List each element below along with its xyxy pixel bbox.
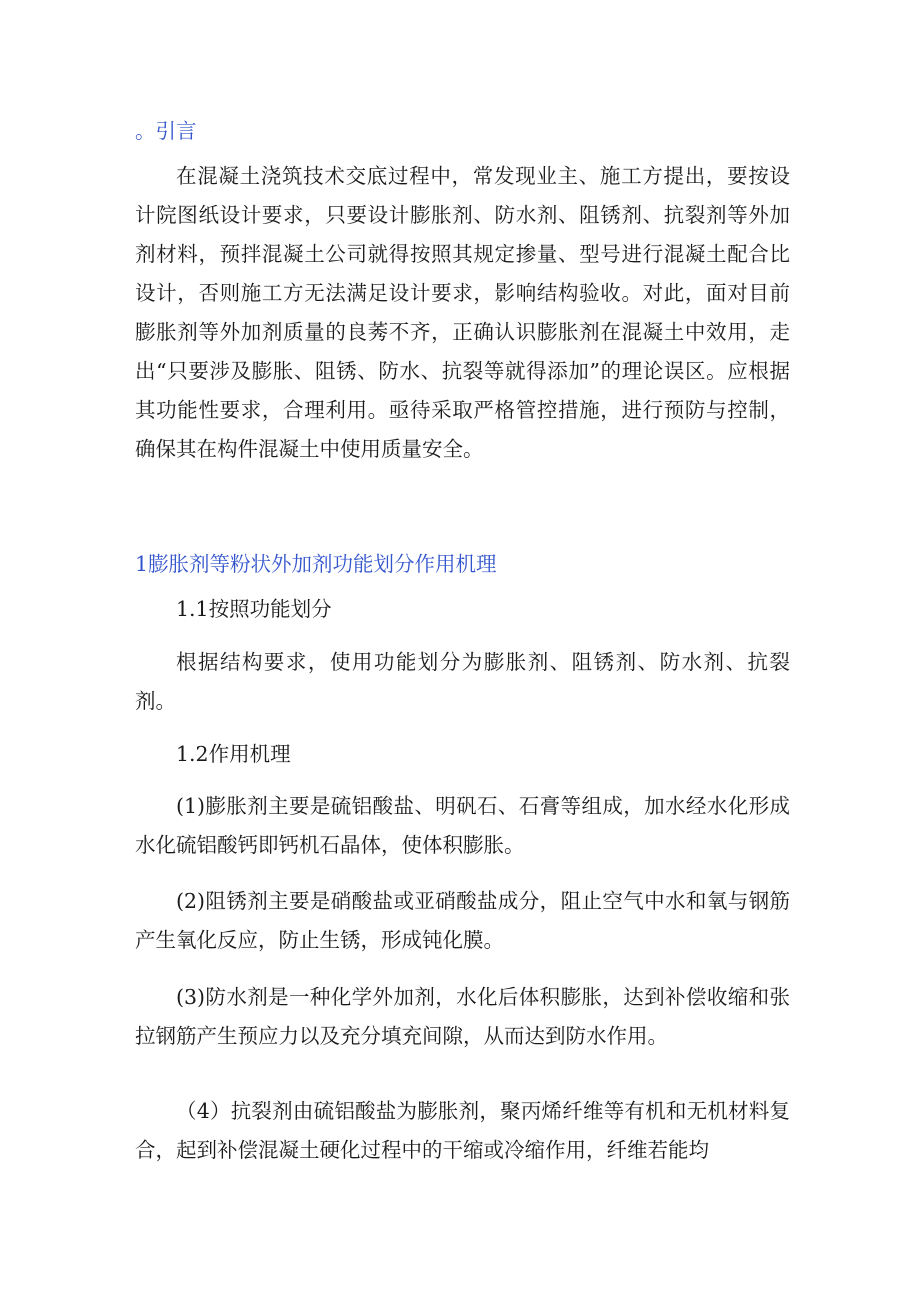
section-1-heading: 1膨胀剂等粉状外加剂功能划分作用机理 (135, 552, 497, 576)
mechanism-item-1: (1)膨胀剂主要是硫铝酸盐、明矾石、石膏等组成，加水经水化形成水化硫铝酸钙即钙机石晶体，使体积膨胀。 (135, 794, 790, 857)
intro-heading: 。引言 (135, 119, 197, 143)
subsection-1-1-heading: 1.1按照功能划分 (176, 597, 332, 621)
intro-paragraph: 在混凝土浇筑技术交底过程中，常发现业主、施工方提出，要按设计院图纸设计要求，只要设计膨胀剂、防水剂、阻锈剂、抗裂剂等外加剂材料，预拌混凝土公司就得按照其规定掺量、型号进行混凝土配合比设计，否则施工方无法满足设计要求，影响结构验收。对此，面对目前膨胀剂等外加剂质量的良莠不齐，正确认识膨胀剂在混凝土中效用，走出“只要涉及膨胀、阻锈、防水、抗裂等就得添加”的理论误区。应根据其功能性要求，合理利用。亟待采取严格管控措施，进行预防与控制，确保其在构件混凝土中使用质量安全。 (135, 164, 790, 461)
mechanism-item-3: (3)防水剂是一种化学外加剂，水化后体积膨胀，达到补偿收缩和张拉钢筋产生预应力以及充分填充间隙，从而达到防水作用。 (135, 985, 790, 1048)
mechanism-item-4: （4）抗裂剂由硫铝酸盐为膨胀剂，聚丙烯纤维等有机和无机材料复合，起到补偿混凝土硬化过程中的干缩或冷缩作用，纤维若能均 (135, 1099, 790, 1162)
subsection-1-1-paragraph: 根据结构要求，使用功能划分为膨胀剂、阻锈剂、防水剂、抗裂剂。 (135, 650, 790, 713)
subsection-1-2-heading: 1.2作用机理 (176, 742, 291, 766)
mechanism-item-2: (2)阻锈剂主要是硝酸盐或亚硝酸盐成分，阻止空气中水和氧与钢筋产生氧化反应，防止生锈，形成钝化膜。 (135, 889, 790, 952)
